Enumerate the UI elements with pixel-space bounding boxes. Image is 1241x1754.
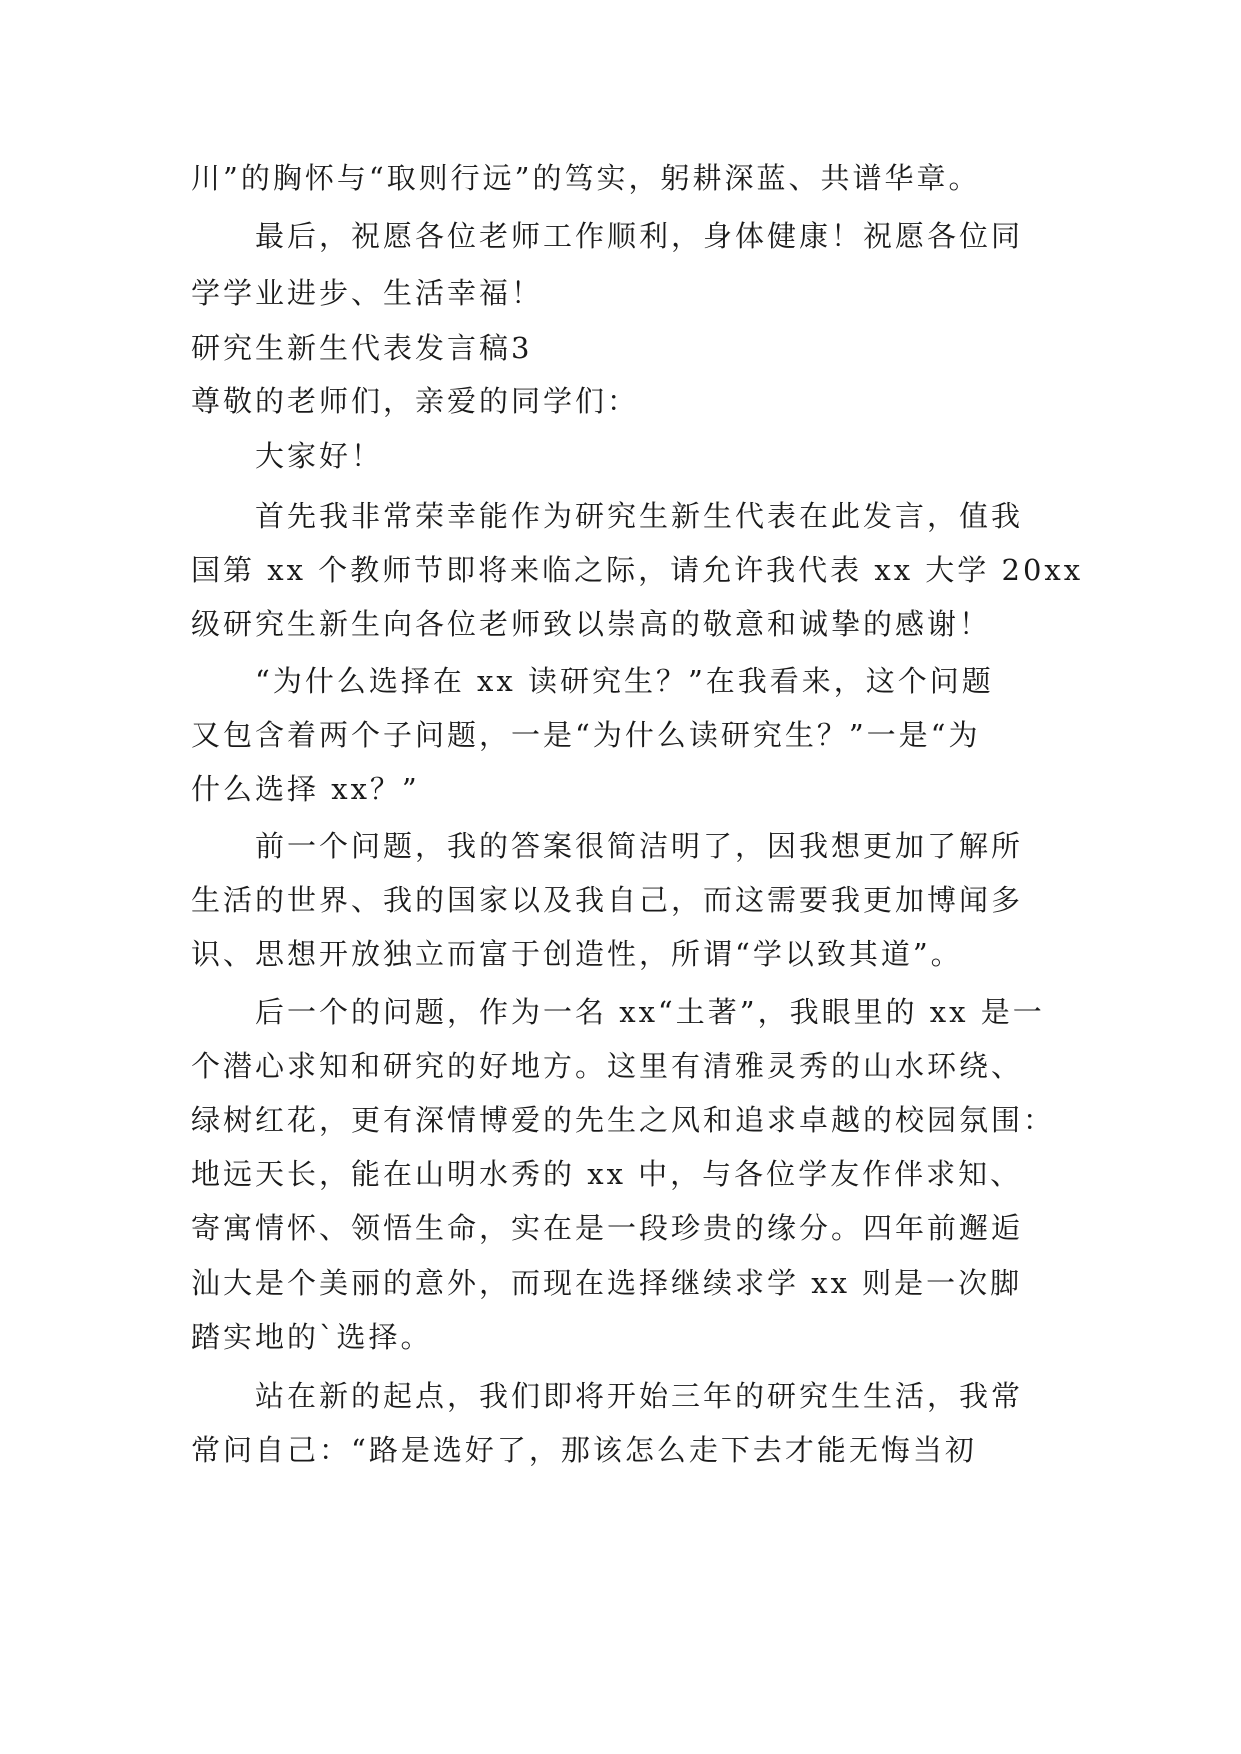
greeting: 大家好！ — [255, 439, 384, 473]
paragraph-line: 国第 xx 个教师节即将来临之际，请允许我代表 xx 大学 20xx — [191, 553, 1084, 587]
paragraph-line: 学学业进步、生活幸福！ — [191, 276, 544, 310]
paragraph-line: 绿树红花，更有深情博爱的先生之风和追求卓越的校园氛围： — [191, 1103, 1056, 1137]
paragraph-line: 级研究生新生向各位老师致以崇高的敬意和诚挚的感谢！ — [191, 607, 992, 641]
paragraph-line: 首先我非常荣幸能作为研究生新生代表在此发言，值我 — [255, 499, 1024, 533]
paragraph-line: 前一个问题，我的答案很简洁明了，因我想更加了解所 — [255, 829, 1024, 863]
paragraph-line: 踏实地的`选择。 — [191, 1320, 433, 1354]
paragraph-line: 地远天长，能在山明水秀的 xx 中，与各位学友作伴求知、 — [191, 1157, 1023, 1191]
paragraph-line: 个潜心求知和研究的好地方。这里有清雅灵秀的山水环绕、 — [191, 1049, 1024, 1083]
salutation: 尊敬的老师们，亲爱的同学们： — [191, 384, 640, 418]
paragraph-line: 汕大是个美丽的意外，而现在选择继续求学 xx 则是一次脚 — [191, 1266, 1023, 1300]
paragraph-line: 后一个的问题，作为一名 xx“土著”，我眼里的 xx 是一 — [255, 995, 1045, 1029]
paragraph-line: 什么选择 xx？” — [191, 772, 420, 806]
paragraph-line: 识、思想开放独立而富于创造性，所谓“学以致其道”。 — [191, 937, 963, 971]
paragraph-line: 最后，祝愿各位老师工作顺利，身体健康！祝愿各位同 — [255, 219, 1024, 253]
section-title: 研究生新生代表发言稿3 — [191, 331, 533, 365]
paragraph-line: 生活的世界、我的国家以及我自己，而这需要我更加博闻多 — [191, 883, 1024, 917]
paragraph-line: 又包含着两个子问题，一是“为什么读研究生？”一是“为 — [191, 718, 981, 752]
paragraph-line: 站在新的起点，我们即将开始三年的研究生生活，我常 — [255, 1379, 1024, 1413]
paragraph-line: 寄寓情怀、领悟生命，实在是一段珍贵的缘分。四年前邂逅 — [191, 1211, 1024, 1245]
paragraph-line: 常问自己：“路是选好了，那该怎么走下去才能无悔当初 — [191, 1433, 977, 1467]
paragraph-line: “为什么选择在 xx 读研究生？”在我看来，这个问题 — [255, 664, 994, 698]
paragraph-line: 川”的胸怀与“取则行远”的笃实，躬耕深蓝、共谱华章。 — [191, 161, 981, 195]
